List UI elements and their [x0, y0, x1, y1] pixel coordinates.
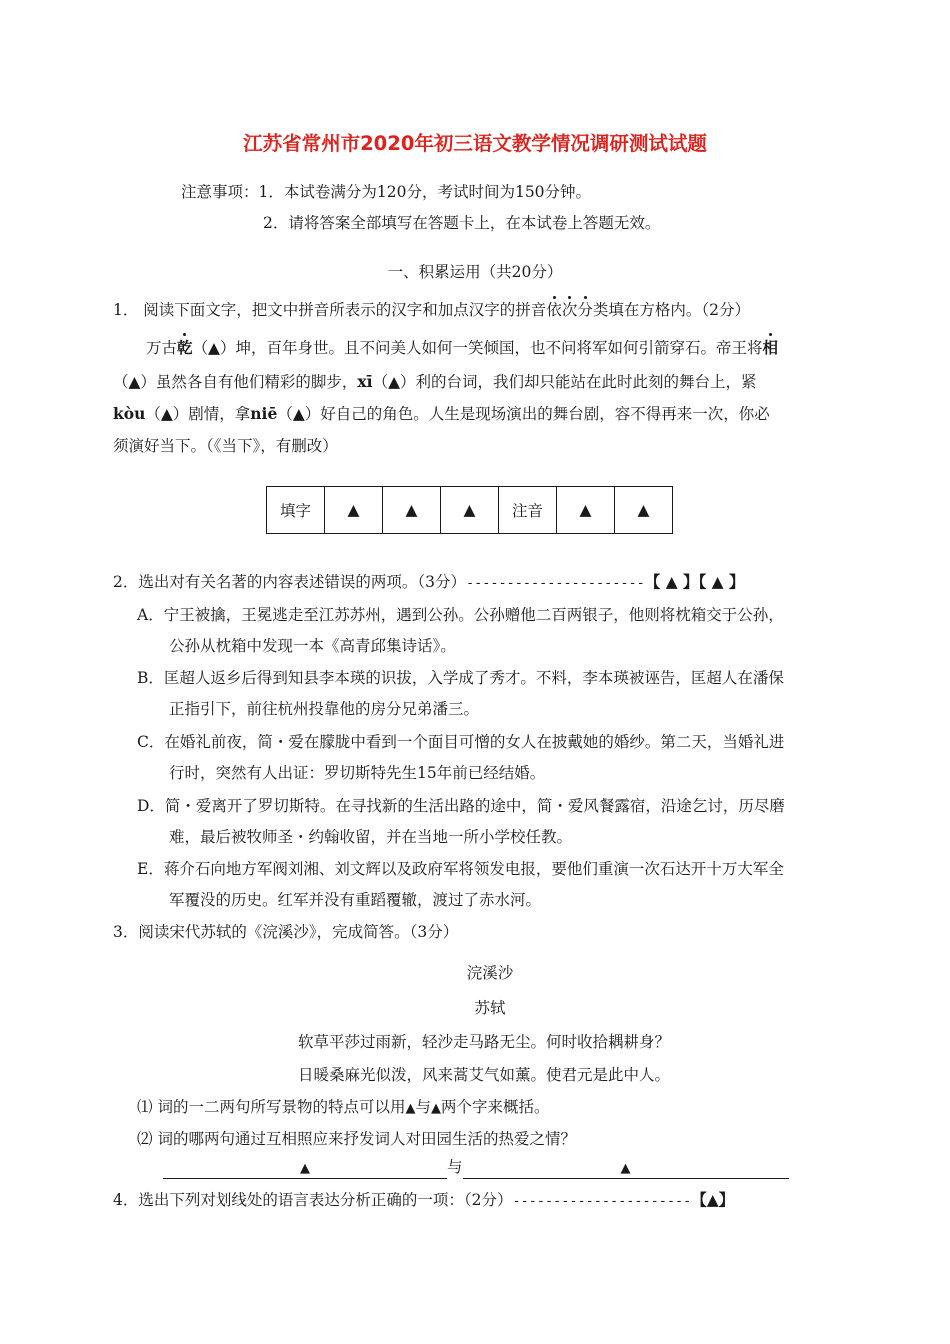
q1-passage-line-4: 须演好当下。（《当下》，有删改） — [113, 437, 338, 455]
q2-option-a-line-1: A．宁王被擒，王冕逃走至江苏苏州，遇到公孙。公孙赠他二百两银子，他则将枕箱交于公孙， — [137, 606, 784, 624]
notes-item-2: 2．请将答案全部填写在答题卡上，在本试卷上答题无效。 — [263, 214, 661, 232]
table-cell-answer[interactable]: ▲ — [441, 487, 499, 534]
passage-text: （▲）虽然各自有他们精彩的脚步， — [113, 373, 358, 391]
sub-number: ⑵ — [137, 1130, 153, 1148]
passage-text: （▲）坤，百年身世。且不问美人如何一笑倾国，也不问将军如何引箭穿石。帝王将 — [192, 339, 763, 357]
q1-stem-text: 1． 阅读下面文字，把文中拼音所表示的汉字和加点汉字的拼音 — [113, 301, 547, 319]
q3-sub-2 — [137, 1128, 576, 1150]
dotted-char: 分 — [577, 301, 593, 319]
dash-leader: ---------------------- — [512, 1193, 692, 1209]
q3-stem: 3．阅读宋代苏轼的《浣溪沙》，完成简答。（3分） — [113, 923, 459, 941]
sub-number: ⑴ — [137, 1098, 153, 1116]
q1-stem — [113, 299, 750, 321]
poem-author: 苏轼 — [474, 999, 506, 1017]
pinyin: xī — [357, 372, 373, 391]
table-cell-answer[interactable]: ▲ — [557, 487, 615, 534]
notes-label: 注意事项： — [181, 183, 259, 201]
pinyin: kòu — [113, 404, 146, 423]
blank-separator: 与 — [447, 1158, 463, 1176]
table-cell-answer[interactable]: ▲ — [325, 487, 383, 534]
poem-line-1: 软草平莎过雨新，轻沙走马路无尘。何时收拾耦耕身？ — [297, 1033, 670, 1051]
poem-title: 浣溪沙 — [466, 964, 514, 982]
table-cell-label: 填字 — [267, 487, 325, 534]
q1-passage-line-1 — [146, 337, 778, 359]
passage-text: 万古 — [146, 339, 178, 357]
q2-option-b-line-1: B．匡超人返乡后得到知县李本瑛的识拔，入学成了秀才。不料，李本瑛被诬告，匡超人在潘保 — [137, 669, 784, 687]
passage-text: （▲）利的台词，我们却只能站在此时此刻的舞台上，紧 — [372, 373, 757, 391]
sub-text: 两个字来概括。 — [440, 1098, 550, 1116]
q2-stem-text: 2．选出对有关名著的内容表述错误的两项。（3分） — [113, 573, 466, 591]
answer-blank[interactable]: ▲ — [463, 1158, 789, 1179]
dotted-char: 次 — [561, 301, 578, 319]
q3-sub-1 — [137, 1096, 550, 1120]
poem-line-2: 日暖桑麻光似泼，风来蒿艾气如薰。使君元是此中人。 — [297, 1066, 670, 1084]
section-heading: 一、积累运用（共20分） — [387, 263, 563, 281]
q4-stem — [113, 1189, 734, 1212]
q1-passage-line-3 — [113, 403, 770, 425]
passage-text: （▲）剧情，拿 — [145, 405, 251, 423]
dash-leader: ---------------------- — [465, 575, 645, 591]
dotted-char: 依 — [546, 301, 562, 319]
dotted-char: 乾 — [177, 338, 193, 357]
q2-option-e-line-2: 军覆没的历史。红军并没有重蹈覆辙，渡过了赤水河。 — [169, 891, 542, 909]
sub-text: 词的一二两句所写景物的特点可以用 — [157, 1098, 406, 1116]
table-cell-answer[interactable]: ▲ — [383, 487, 441, 534]
table-row — [267, 487, 673, 534]
q2-stem — [113, 571, 744, 594]
q2-option-b-line-2: 正指引下，前往杭州投靠他的房分兄弟潘三。 — [169, 700, 480, 718]
answer-table — [266, 486, 673, 534]
answer-bracket[interactable]: 【 ▲ 】【 ▲ 】 — [644, 572, 745, 591]
q1-passage-line-2 — [113, 371, 757, 393]
table-cell-answer[interactable]: ▲ — [615, 487, 673, 534]
q2-option-c-line-2: 行时，突然有人出证：罗切斯特先生15年前已经结婚。 — [169, 764, 546, 782]
sub-text: 与 — [415, 1098, 431, 1116]
q1-stem-text-end: 类填在方格内。（2分） — [592, 301, 750, 319]
q2-option-a-line-2: 公孙从枕箱中发现一本《高青邱集诗话》。 — [169, 637, 456, 655]
q2-option-e-line-1: E．蒋介石向地方军阀刘湘、刘文辉以及政府军将领发电报，要他们重演一次石达开十万大军全 — [137, 860, 784, 878]
passage-text: （▲）好自己的角色。人生是现场演出的舞台剧，容不得再来一次，你必 — [277, 405, 770, 423]
notes-item-1: 1．本试卷满分为120分，考试时间为150分钟。 — [258, 183, 592, 201]
sub-text: 词的哪两句通过互相照应来抒发词人对田园生活的热爱之情？ — [157, 1130, 576, 1148]
q4-stem-text: 4．选出下列对划线处的语言表达分析正确的一项：（2分） — [113, 1191, 513, 1209]
q2-option-d-line-1: D．简・爱离开了罗切斯特。在寻找新的生活出路的途中，简・爱风餐露宿，沿途乞讨，历尽磨 — [137, 797, 785, 815]
answer-bracket[interactable]: 【▲】 — [691, 1190, 735, 1209]
q2-option-c-line-1: C．在婚礼前夜，简・爱在朦胧中看到一个面目可憎的女人在披戴她的婚纱。第二天，当婚礼进 — [137, 733, 785, 751]
answer-blank[interactable]: ▲ — [163, 1158, 447, 1179]
table-cell-label: 注音 — [499, 487, 557, 534]
q3-answer-line — [163, 1156, 789, 1179]
dotted-char: 相 — [762, 338, 778, 357]
notes-line-1 — [181, 181, 591, 203]
q2-option-d-line-2: 难，最后被牧师圣・约翰收留，并在当地一所小学校任教。 — [169, 828, 573, 846]
pinyin: niē — [250, 404, 278, 423]
answer-blank[interactable]: ▲ — [430, 1101, 441, 1116]
document-title: 江苏省常州市2020年初三语文教学情况调研测试试题 — [243, 132, 707, 155]
answer-blank[interactable]: ▲ — [405, 1101, 416, 1116]
